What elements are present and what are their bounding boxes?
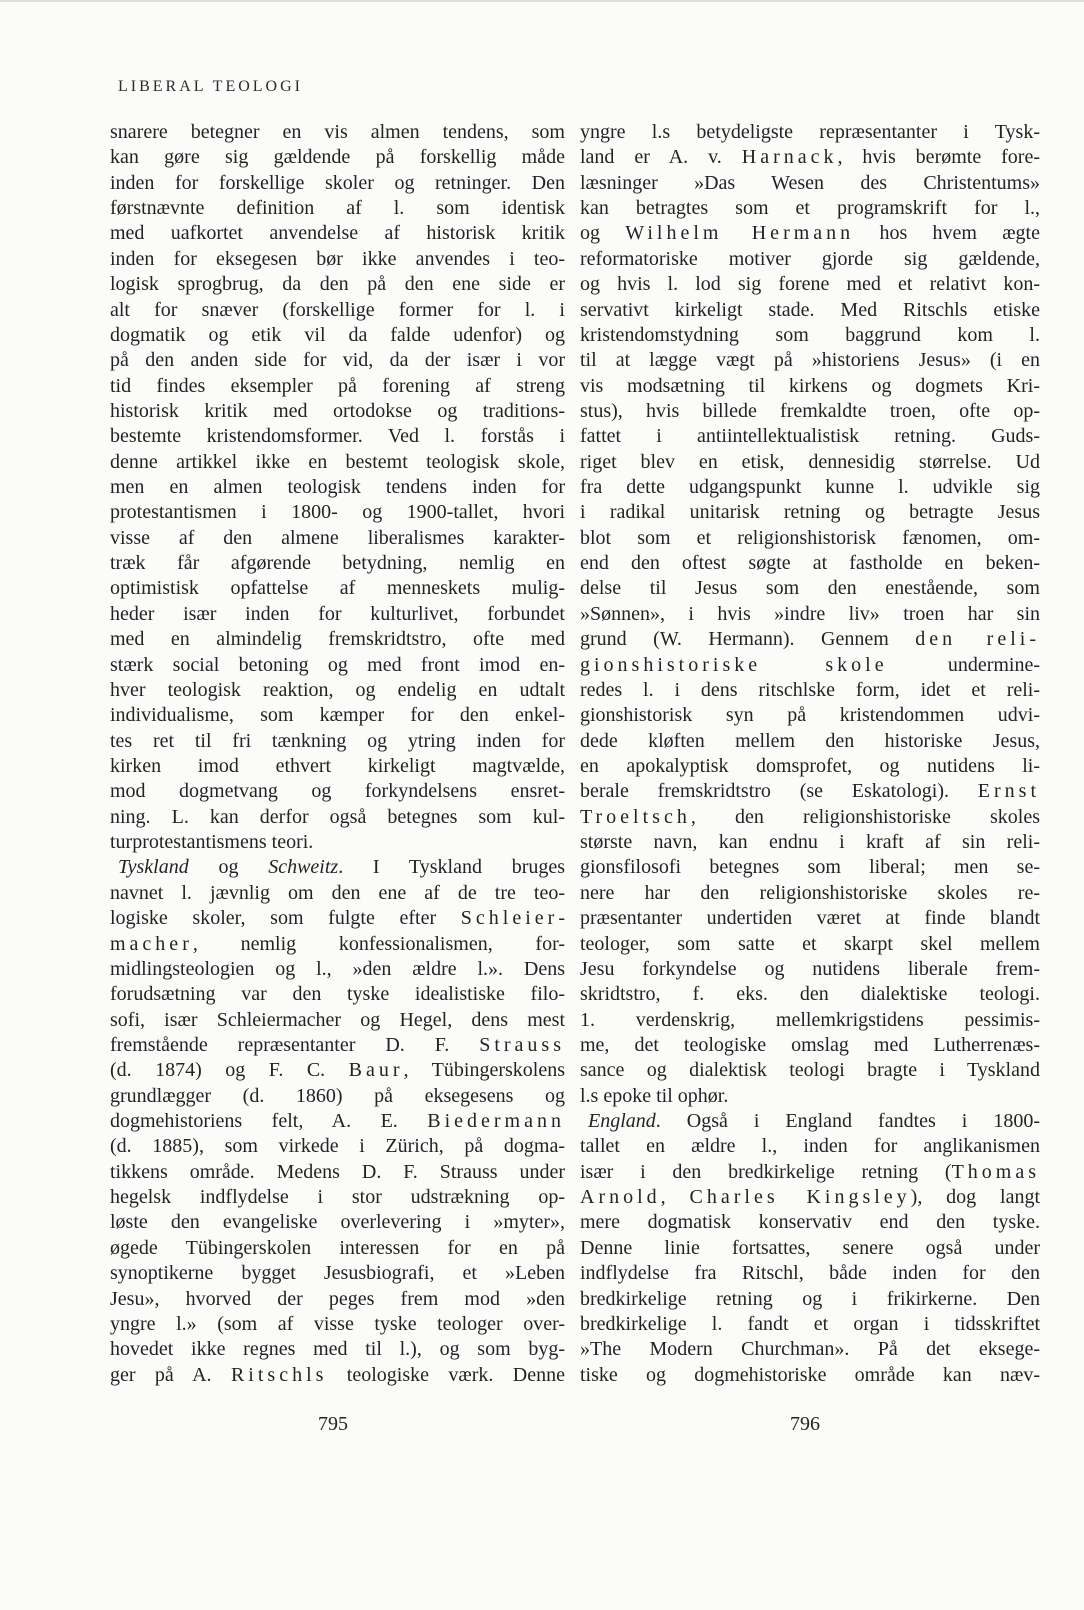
text-line: reformatoriske motiver gjorde sig gældende, (580, 247, 1040, 270)
text-line: protestantismen i 1800- og 1900-tallet, hvori (110, 501, 565, 524)
text-line: vis modsætning til kirkens og dogmets Kri- (580, 374, 1040, 397)
text-line: kan betragtes som et programskrift for l., (580, 197, 1040, 220)
text-line: træk får afgørende betydning, nemlig en (110, 552, 565, 575)
text-line: yngre l.» (som af visse tyske teologer over- (110, 1312, 565, 1335)
text-line: heder især inden for kulturlivet, forbundet (110, 602, 565, 625)
text-line: præsentanter undertiden været at finde blandt (580, 907, 1040, 930)
text-segment: - (558, 907, 565, 930)
text-line: tiske og dogmehistoriske område kan næv- (580, 1363, 1040, 1386)
text-line: kan gøre sig gældende på forskellig måde (110, 146, 565, 169)
text-line: midlingsteologien og l., »den ældre l.». Dens (110, 957, 565, 980)
text-line: 1. verdenskrig, mellemkrigstidens pessimis- (580, 1008, 1040, 1031)
text-line: hovedet ikke regnes med til l.), og som byg- (110, 1338, 565, 1361)
text-line (580, 145, 1040, 170)
text-segment: , nemlig konfessionalismen, for- (192, 932, 565, 955)
italic-heading: Schweitz (268, 856, 339, 879)
text-line (580, 627, 1040, 652)
text-segment: ger på A. (110, 1363, 231, 1386)
text-line: inden for forskellige skoler og retninger. Den (110, 171, 565, 194)
left-column (110, 120, 565, 1388)
text-segment: undermine- (887, 653, 1040, 676)
text-line: snarere betegner en vis almen tendens, som (110, 121, 565, 143)
text-line: tallet en ældre l., inden for anglikanismen (580, 1135, 1040, 1158)
text-line: turprotestantismens teori. (110, 831, 314, 854)
text-line (580, 805, 1040, 830)
text-segment: dogmehistoriens felt, A. E. (110, 1110, 428, 1133)
text-line: ning. L. kan derfor også betegnes som kul- (110, 805, 565, 828)
text-line (110, 1058, 565, 1083)
spaced-name: Harnack (741, 146, 838, 169)
text-segment: berale fremskridtstro (se Eskatologi). (580, 780, 978, 803)
page-edge-line (0, 0, 1084, 2)
text-line: Jesu», hvorved der peges frem mod »den (110, 1287, 565, 1310)
text-segment: og (580, 222, 626, 245)
text-line: fra dette udgangspunkt kunne l. udvikle sig (580, 476, 1040, 499)
text-line (110, 855, 565, 880)
text-line: til at lægge vægt på »historiens Jesus» (i en (580, 349, 1040, 372)
text-line (580, 653, 1040, 678)
spaced-name: Baur (348, 1059, 404, 1082)
spaced-name: Wilhelm Hermann (625, 222, 855, 245)
text-line: Denne linie fortsattes, senere også under (580, 1236, 1040, 1259)
text-line: tikkens område. Medens D. F. Strauss under (110, 1160, 565, 1183)
text-line: hver teologisk reaktion, og endelig en udtalt (110, 678, 565, 701)
text-segment: , hvis berømte fore- (837, 146, 1041, 169)
text-line: nere har den religionshistoriske skoles re- (580, 881, 1040, 904)
page-number-right: 796 (790, 1413, 820, 1435)
text-line: og hvis l. lod sig forene med et relativt kon- (580, 273, 1040, 296)
spaced-name: macher (110, 932, 193, 955)
text-line (580, 1109, 1040, 1134)
text-line: »Sønnen», i hvis »indre liv» troen har sin (580, 602, 1040, 625)
text-line: blot som et religionshistorisk fænomen, om- (580, 526, 1040, 549)
text-line: end den oftest søgte at fastholde en beken- (580, 552, 1040, 575)
text-segment: , Tübingerskolens (403, 1059, 565, 1082)
text-line: servativt kirkeligt stade. Med Ritschls etiske (580, 298, 1040, 321)
text-line (580, 221, 1040, 246)
text-segment: (d. 1874) og F. C. (110, 1059, 349, 1082)
text-line: Jesu forkyndelse og nutidens liberale frem- (580, 957, 1040, 980)
text-line (110, 1033, 565, 1058)
text-line: forudsætning var den tyske idealistiske filo- (110, 983, 565, 1006)
text-line: sance og dialektisk teologi bragte i Tyskland (580, 1059, 1040, 1082)
text-line: fattet i antiintellektualistisk retning. Guds- (580, 425, 1040, 448)
text-line: kirken imod ethvert kirkeligt magtvælde, (110, 754, 565, 777)
text-line: teologer, som satte et skarpt skel mellem (580, 932, 1040, 955)
text-line: denne artikkel ikke en bestemt teologisk skole, (110, 450, 565, 473)
text-segment: logiske skoler, som fulgte efter (110, 907, 461, 930)
text-line: me, det teologiske omslag med Lutherrenæs- (580, 1033, 1040, 1056)
text-line: læsninger »Das Wesen des Christentums» (580, 171, 1040, 194)
italic-heading: Tyskland (118, 856, 189, 879)
text-segment: land er A. v. (580, 146, 742, 169)
text-line: bestemte kristendomsformer. Ved l. forstås i (110, 425, 565, 448)
running-head: LIBERAL TEOLOGI (118, 78, 303, 95)
text-line: historisk kritik med ortodokse og traditions- (110, 399, 565, 422)
text-segment: ), dog langt (910, 1186, 1041, 1209)
text-line: i radikal unitarisk retning og betragte Jesus (580, 501, 1040, 524)
text-line: grundlægger (d. 1860) på eksegesens og (110, 1084, 565, 1107)
spaced-name: den reli- (915, 628, 1040, 651)
text-segment: , (660, 1186, 690, 1209)
text-line: kristendomstydning som baggrund kom l. (580, 323, 1040, 346)
text-line (580, 1185, 1040, 1210)
text-line: med en almindelig fremskridtstro, ofte med (110, 628, 565, 651)
spaced-name: Charles Kingsley (689, 1186, 911, 1209)
text-line: øgede Tübingerskolen interessen for en på (110, 1236, 565, 1259)
text-line (110, 1109, 565, 1134)
text-line: stærk social betoning og med front imod en- (110, 653, 565, 676)
text-line: riget blev en etisk, dennesidig størrelse. Ud (580, 450, 1040, 473)
text-line: dogmatik og etik vil da falde udenfor) og (110, 323, 565, 346)
text-line: mere dogmatisk konservativ end den tyske. (580, 1211, 1040, 1234)
text-line: bredkirkelige l. fandt et organ i tidsskriftet (580, 1312, 1040, 1335)
text-segment: . I Tyskland bruges (338, 856, 566, 879)
text-line: optimistisk opfattelse af menneskets mulig- (110, 577, 565, 600)
text-line: »The Modern Churchman». På det eksege- (580, 1338, 1040, 1361)
text-segment: . Også i England fandtes i 1800- (655, 1110, 1040, 1133)
italic-heading: England (588, 1110, 656, 1133)
spaced-name: Troeltsch (580, 805, 691, 828)
text-line: største navn, kan endnu i kraft af sin reli- (580, 831, 1040, 854)
spaced-name: Arnold (580, 1186, 661, 1209)
text-line: på den anden side for vid, da der især i vor (110, 349, 565, 372)
text-line: synoptikerne bygget Jesusbiografi, et »Leben (110, 1262, 565, 1285)
text-line: bredkirkelige retning og i frikirkerne. Den (580, 1287, 1040, 1310)
text-line: en apokalyptisk domsprofet, og nutidens li- (580, 754, 1040, 777)
text-line: dede kløften mellem den historiske Jesus, (580, 729, 1040, 752)
text-line (110, 1363, 565, 1388)
text-line (110, 932, 565, 957)
spaced-name: gionshistoriske skole (580, 653, 888, 676)
text-line: hegelsk indflydelse i stor udstrækning op- (110, 1186, 565, 1209)
text-line: logisk sprogbrug, da den på den ene side er (110, 273, 565, 296)
text-line: tid findes eksempler på forening af streng (110, 374, 565, 397)
text-line (580, 1160, 1040, 1185)
text-segment: grund (W. Hermann). Gennem (580, 628, 916, 651)
spaced-name: Thomas (951, 1160, 1040, 1183)
text-line: l.s epoke til ophør. (580, 1084, 729, 1107)
text-line: tes ret til fri tænkning og ytring inden for (110, 729, 565, 752)
text-segment: hos hvem ægte (854, 222, 1040, 245)
text-line: redes l. i dens ritschlske form, idet et reli- (580, 678, 1040, 701)
text-line: gionsfilosofi betegnes som liberal; men se- (580, 856, 1040, 879)
text-line: navnet l. jævnlig om den ene af de tre teo- (110, 881, 565, 904)
text-line (110, 906, 565, 931)
text-segment: især i den bredkirkelige retning ( (580, 1160, 952, 1183)
spaced-name: Ernst (977, 780, 1040, 803)
text-line: yngre l.s betydeligste repræsentanter i Tysk- (580, 121, 1040, 143)
text-line: individualisme, som kæmper for den enkel- (110, 704, 565, 727)
text-line: sofi, især Schleiermacher og Hegel, dens mest (110, 1008, 565, 1031)
text-line: stus), hvis billede fremkaldte troen, ofte op- (580, 399, 1040, 422)
text-segment: , den religionshistoriske skoles (690, 805, 1040, 828)
text-line: løste den evangeliske overlevering i »myter», (110, 1211, 565, 1234)
text-segment: teologiske værk. Denne (327, 1363, 565, 1386)
right-column (580, 120, 1040, 1388)
text-line: alt for snæver (forskellige former for l. i (110, 298, 565, 321)
spaced-name: Schleier (460, 907, 559, 930)
text-line: visse af den almene liberalismes karakter- (110, 526, 565, 549)
text-line: indflydelse fra Ritschl, både inden for den (580, 1262, 1040, 1285)
spaced-name: Strauss (479, 1033, 565, 1056)
text-line (580, 779, 1040, 804)
text-segment: fremstående repræsentanter D. F. (110, 1033, 480, 1056)
text-line: skridtstro, f. eks. den dialektiske teologi. (580, 983, 1040, 1006)
text-line: førstnævnte definition af l. som identisk (110, 197, 565, 220)
text-line: mod dogmetvang og forkyndelsens ensret- (110, 780, 565, 803)
text-line: gionshistorisk syn på kristendommen udvi- (580, 704, 1040, 727)
text-segment: og (188, 856, 269, 879)
text-line: inden for eksegesen bør ikke anvendes i teo- (110, 247, 565, 270)
spaced-name: Biedermann (427, 1110, 565, 1133)
text-line: men en almen teologisk tendens inden for (110, 476, 565, 499)
page-number-left: 795 (318, 1413, 348, 1435)
text-line: delse til Jesus som den enestående, som (580, 577, 1040, 600)
text-line: med uafkortet anvendelse af historisk kritik (110, 222, 565, 245)
spaced-name: Ritschls (230, 1363, 328, 1386)
text-line: (d. 1885), som virkede i Zürich, på dogma- (110, 1135, 565, 1158)
